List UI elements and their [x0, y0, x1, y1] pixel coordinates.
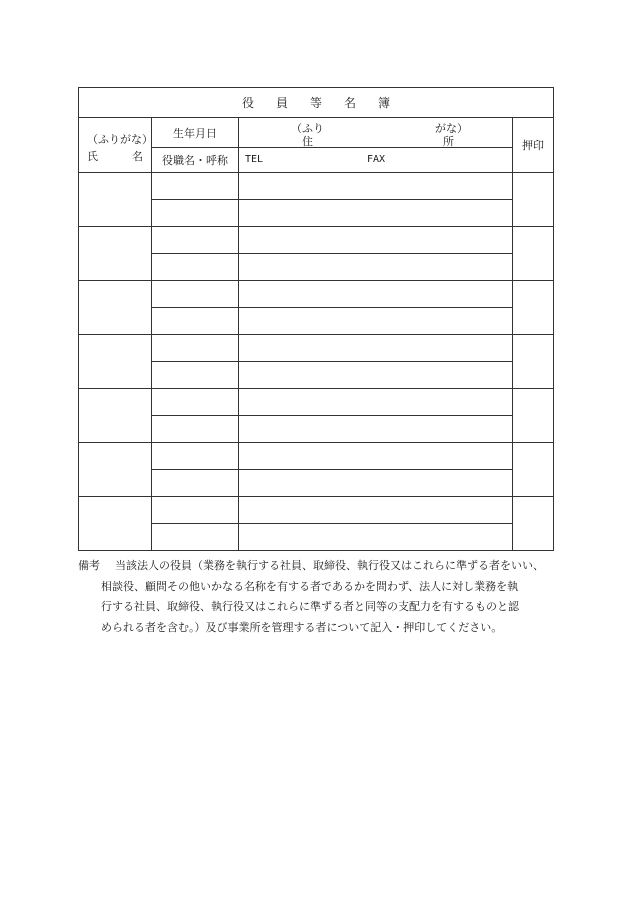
title-char: 員 [275, 96, 288, 110]
seal-cell[interactable] [513, 335, 554, 389]
address-cell[interactable] [239, 227, 513, 254]
address-cell[interactable] [239, 443, 513, 470]
birthdate-cell[interactable] [152, 227, 239, 254]
birthdate-cell[interactable] [152, 281, 239, 308]
address-cell[interactable] [239, 497, 513, 524]
position-header: 役職名・呼称 [152, 148, 239, 173]
address-furigana-close: がな） [435, 122, 468, 135]
seal-cell[interactable] [513, 173, 554, 227]
birthdate-cell[interactable] [152, 173, 239, 200]
seal-cell[interactable] [513, 227, 554, 281]
entry-row-top [79, 389, 554, 416]
seal-cell[interactable] [513, 389, 554, 443]
name-cell[interactable] [79, 281, 152, 335]
position-cell[interactable] [152, 200, 239, 227]
birthdate-header: 生年月日 [152, 118, 239, 148]
tel-fax-cell[interactable] [239, 362, 513, 389]
address-header-cell [239, 118, 513, 148]
header-row-1 [79, 118, 554, 148]
position-cell[interactable] [152, 416, 239, 443]
tel-label: TEL [245, 154, 264, 165]
address-cell[interactable] [239, 173, 513, 200]
birthdate-cell[interactable] [152, 443, 239, 470]
entry-row-top [79, 227, 554, 254]
seal-cell[interactable] [513, 443, 554, 497]
name-cell[interactable] [79, 335, 152, 389]
position-cell[interactable] [152, 470, 239, 497]
address-cell[interactable] [239, 389, 513, 416]
name-cell[interactable] [79, 227, 152, 281]
remarks-line: 相談役、顧問その他いかなる名称を有する者であるかを問わず、法人に対し業務を執 [101, 579, 519, 593]
title-row [79, 88, 554, 118]
tel-fax-cell[interactable] [239, 470, 513, 497]
tel-fax-cell[interactable] [239, 254, 513, 281]
entry-row-top [79, 497, 554, 524]
remarks-line: 行する社員、取締役、執行役又はこれらに準ずる者と同等の支配力を有するものと認 [101, 600, 519, 613]
title-char: 役 [241, 96, 254, 110]
entry-row-top [79, 173, 554, 200]
fax-label: FAX [367, 154, 386, 165]
address-cell[interactable] [239, 335, 513, 362]
title-char: 名 [344, 96, 357, 110]
address-furigana-open: （ふり [291, 122, 324, 135]
birthdate-cell[interactable] [152, 335, 239, 362]
form-title [79, 88, 554, 118]
tel-fax-cell[interactable] [239, 524, 513, 551]
position-cell[interactable] [152, 308, 239, 335]
position-cell[interactable] [152, 524, 239, 551]
tel-fax-cell[interactable] [239, 416, 513, 443]
address-sho-label: 所 [443, 135, 454, 148]
entry-row-top [79, 443, 554, 470]
address-ju-label: 住 [302, 135, 313, 148]
name-cell[interactable] [79, 443, 152, 497]
officer-roster-table [78, 87, 554, 551]
name-cell[interactable] [79, 389, 152, 443]
remarks-text [101, 556, 554, 638]
position-cell[interactable] [152, 254, 239, 281]
position-cell[interactable] [152, 362, 239, 389]
remarks-label: 備考 [78, 559, 100, 572]
entry-row-top [79, 281, 554, 308]
entry-row-top [79, 335, 554, 362]
name-shi-label: 氏 [87, 150, 98, 163]
tel-fax-cell[interactable] [239, 200, 513, 227]
birthdate-cell[interactable] [152, 497, 239, 524]
tel-fax-header-cell [239, 148, 513, 173]
tel-fax-cell[interactable] [239, 308, 513, 335]
name-cell[interactable] [79, 497, 152, 551]
seal-cell[interactable] [513, 497, 554, 551]
name-mei-label: 名 [132, 150, 143, 163]
remarks-line: められる者を含む。）及び事業所を管理する者について記入・押印してください。 [101, 620, 503, 634]
name-cell[interactable] [79, 173, 152, 227]
address-cell[interactable] [239, 281, 513, 308]
seal-cell[interactable] [513, 281, 554, 335]
seal-header: 押印 [513, 118, 554, 173]
remarks-line: 当該法人の役員（業務を執行する社員、取締役、執行役又はこれらに準ずる者をいい、 [115, 559, 544, 572]
name-furigana-label: （ふりがな） [87, 133, 153, 146]
name-header-cell [79, 118, 152, 173]
title-char: 簿 [378, 96, 391, 110]
title-char: 等 [310, 96, 323, 110]
birthdate-cell[interactable] [152, 389, 239, 416]
